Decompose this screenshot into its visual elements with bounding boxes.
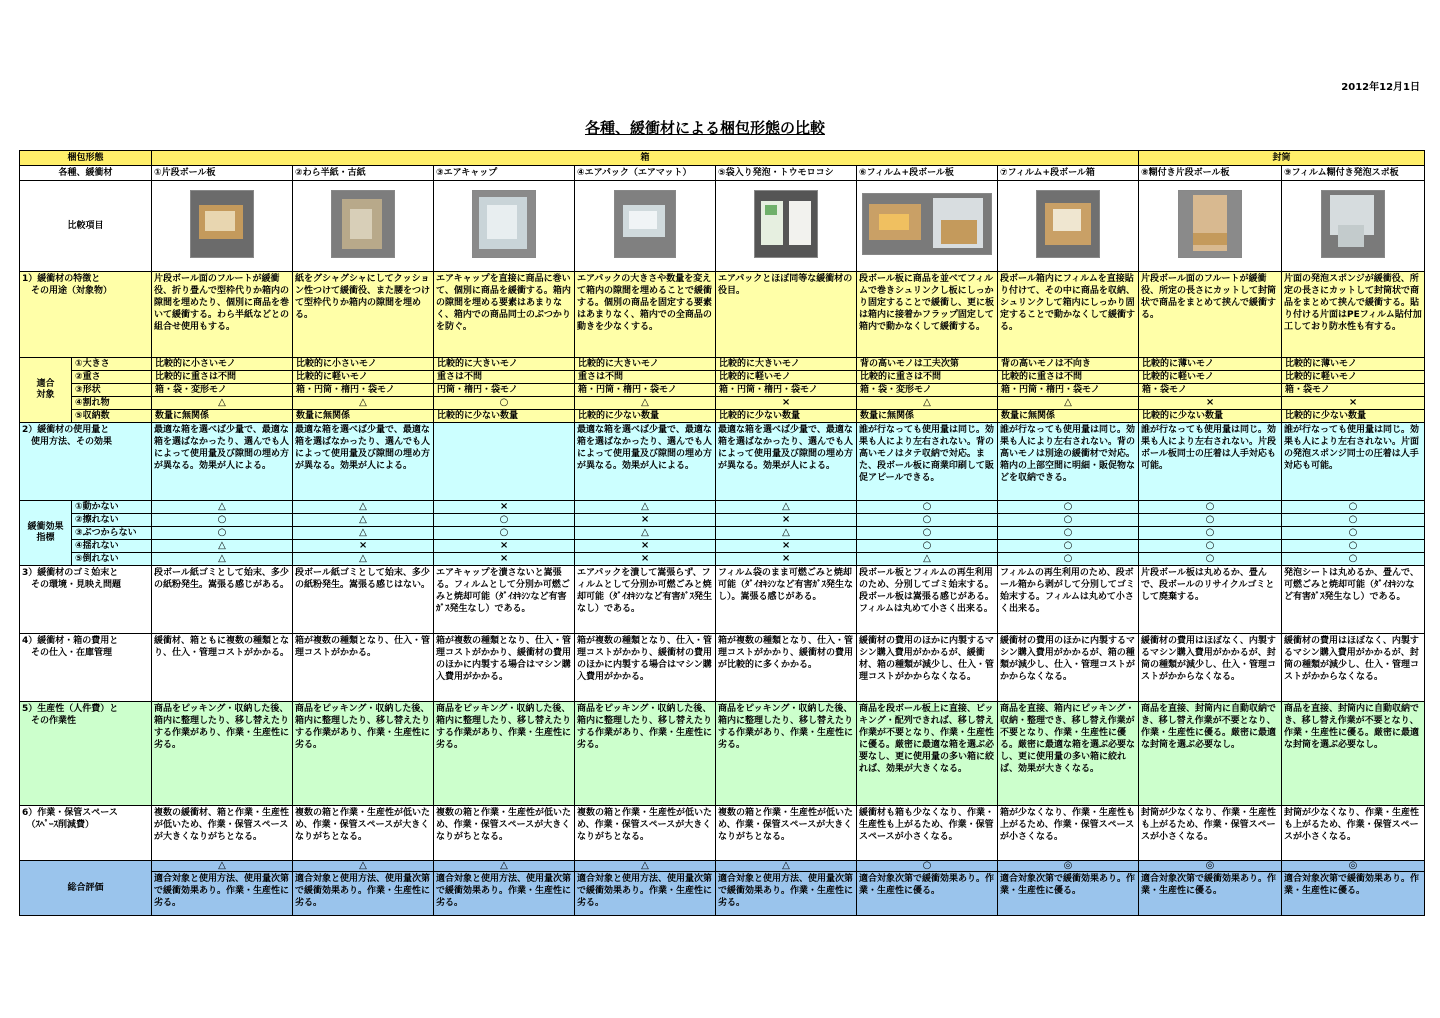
rating-mark: ○ — [998, 540, 1139, 553]
rating-mark: × — [434, 540, 575, 553]
sec1-cell: 段ボール箱内にフィルムを直接貼り付けて、その中に商品を収納、シュリンクして箱内にしっかり固定することで動かなくして緩衝する。 — [998, 272, 1139, 358]
rating-mark: ○ — [434, 397, 575, 410]
material-column-header: ③エアキャップ — [434, 166, 575, 181]
target-value: 数量に無関係 — [293, 410, 434, 423]
target-value: 箱・袋・変形モノ — [857, 384, 998, 397]
target-value: 箱・円筒・楕円・袋モノ — [716, 384, 857, 397]
target-value: 背の高いモノは不向き — [998, 358, 1139, 371]
table-row — [20, 527, 1425, 540]
sec6-cell: 封筒が少なくなり、作業・生産性も上がるため、作業・保管スペースが小さくなる。 — [1282, 806, 1425, 861]
target-value: 重さは不問 — [575, 371, 716, 384]
photo-cell — [857, 181, 998, 272]
rating-mark: ○ — [434, 527, 575, 540]
photo-cell — [998, 181, 1139, 272]
sec3-label: 3）緩衝材のゴミ始末と その環境・見映え問題 — [20, 566, 152, 634]
sec1-cell: 段ボール板に商品を並べてフィルムで巻きシュリンクし板にしっかり固定することで緩衝し、更に板は箱内に接着かフラップ固定して箱内で動かなくして緩衝する。 — [857, 272, 998, 358]
rating-mark: ○ — [998, 527, 1139, 540]
target-value: 数量に無関係 — [152, 410, 293, 423]
rating-mark: ○ — [998, 553, 1139, 566]
comparison-table — [19, 150, 1425, 916]
photo-cell — [575, 181, 716, 272]
table-row — [20, 634, 1425, 702]
photo-cell — [1139, 181, 1282, 272]
rating-mark: ○ — [1139, 540, 1282, 553]
rating-mark: ○ — [998, 514, 1139, 527]
rating-mark: △ — [293, 514, 434, 527]
sec1-cell: エアパックの大きさや数量を変えて箱内の隙間を埋めることで緩衝する。個別の商品を固定する要素はあまりなく、箱内での全商品の動きを少なくする。 — [575, 272, 716, 358]
overall-rating-mark: △ — [434, 861, 575, 872]
rating-mark: ○ — [1139, 501, 1282, 514]
sec2-cell: 最適な箱を選べば少量で、最適な箱を選ばなかったり、選んでも人によって使用量及び隙間の埋め方が異なる。効果が人による。 — [152, 423, 293, 501]
overall-rating-mark: △ — [575, 861, 716, 872]
crumpled-paper-photo — [331, 190, 395, 258]
rating-mark: ○ — [1282, 540, 1425, 553]
overall-rating-mark: ◎ — [1282, 861, 1425, 872]
sec6-cell: 複数の箱と作業・生産性が低いため、作業・保管スペースが大きくなりがちとなる。 — [716, 806, 857, 861]
rating-mark: ○ — [857, 514, 998, 527]
photo-cell — [1282, 181, 1425, 272]
sec1-cell: 片面の発泡スポンジが緩衝役、所定の長さにカットして封筒状で商品をまとめて挟んで緩衝する。貼り付ける片面はPEフィルム貼付加工しており防水性も有する。 — [1282, 272, 1425, 358]
target-value: 比較的に重さは不問 — [857, 371, 998, 384]
sec2-cell: 誰が行なっても使用量は同じ。効果も人により左右されない。片段ボール板同士の圧着は人手対応も可能。 — [1139, 423, 1282, 501]
target-group-label: 適合 対象 — [20, 358, 72, 423]
rating-mark: × — [575, 553, 716, 566]
sec1-cell: 片段ボール面のフルートが緩衝役、折り畳んで型枠代りか箱内の隙間を埋めたり、個別に商品を巻いて緩衝する。わら半紙などとの組合せ使用もする。 — [152, 272, 293, 358]
effect-row-label: ②擦れない — [72, 514, 152, 527]
overall-cell: 適合対象次第で緩衝効果あり。作業・生産性に優る。 — [1282, 872, 1425, 916]
rating-mark: × — [293, 540, 434, 553]
group-envelope-header: 封筒 — [1139, 151, 1425, 166]
rating-mark: × — [716, 514, 857, 527]
overall-cell: 適合対象次第で緩衝効果あり。作業・生産性に優る。 — [857, 872, 998, 916]
sec6-cell: 複数の箱と作業・生産性が低いため、作業・保管スペースが大きくなりがちとなる。 — [575, 806, 716, 861]
material-column-header: ②わら半紙・古紙 — [293, 166, 434, 181]
rating-mark: △ — [857, 553, 998, 566]
target-value: 比較的に大きいモノ — [716, 358, 857, 371]
sec4-cell: 緩衝材の費用のほかに内製するマシン購入費用がかかるが、緩衝材、箱の種類が減少し、仕入・管理コストがかからなくなる。 — [857, 634, 998, 702]
sec4-cell: 箱が複数の種類となり、仕入・管理コストがかかり、緩衝材の費用のほかに内製する場合はマシン購入費用がかかる。 — [434, 634, 575, 702]
target-value: 比較的に薄いモノ — [1282, 358, 1425, 371]
sec3-cell: 片段ボール板は丸めるか、畳んで、段ボールのリサイクルゴミとして廃棄する。 — [1139, 566, 1282, 634]
sec2-cell: 誰が行なっても使用量は同じ。効果も人により左右されない。背の高いモノはタテ収納で対応。また、段ボール板に商業印刷して販促アピールできる。 — [857, 423, 998, 501]
rating-mark: △ — [293, 501, 434, 514]
rating-mark: △ — [575, 397, 716, 410]
sec5-cell: 商品を段ボール板上に直接、ピッキング・配列できれば、移し替え作業が不要となり、作業・生産性に優る。厳密に最適な箱を選ぶ必要なし、更に使用量の多い箱に絞れば、効果が大きくなる。 — [857, 702, 998, 806]
rating-mark: △ — [293, 527, 434, 540]
sec5-cell: 商品を直接、封筒内に自動収納でき、移し替え作業が不要となり、作業・生産性に優る。厳密に最適な封筒を選ぶ必要なし。 — [1139, 702, 1282, 806]
rating-mark: ○ — [857, 501, 998, 514]
group-box-header: 箱 — [152, 151, 1139, 166]
sec5-cell: 商品をピッキング・収納した後、箱内に整理したり、移し替えたりする作業があり、作業・生産性に劣る。 — [293, 702, 434, 806]
sec3-cell: 段ボール紙ゴミとして始末、多少の紙粉発生。嵩張る感じはない。 — [293, 566, 434, 634]
table-row — [20, 272, 1425, 358]
overall-rating-mark: ◎ — [1139, 861, 1282, 872]
comparison-sheet — [19, 150, 1424, 916]
rating-mark: × — [716, 397, 857, 410]
sec4-cell: 箱が複数の種類となり、仕入・管理コストがかかり、緩衝材の費用が比較的に多くかかる。 — [716, 634, 857, 702]
target-value: 重さは不問 — [434, 371, 575, 384]
sec2-cell: 最適な箱を選べば少量で、最適な箱を選ばなかったり、選んでも人によって使用量及び隙間の埋め方が異なる。効果が人による。 — [293, 423, 434, 501]
rating-mark: △ — [716, 501, 857, 514]
material-column-header: ①片段ボール板 — [152, 166, 293, 181]
overall-cell: 適合対象と使用方法、使用量次第で緩衝効果あり。作業・生産性に劣る。 — [575, 872, 716, 916]
rating-mark: △ — [857, 397, 998, 410]
rating-mark: △ — [293, 553, 434, 566]
film-box-photo — [1036, 190, 1100, 258]
rating-mark: × — [1139, 397, 1282, 410]
film-board-photo — [862, 193, 992, 255]
rating-mark: △ — [998, 397, 1139, 410]
sec2-cell: 誰が行なっても使用量は同じ。効果も人により左右されない。片面の発泡スポンジ同士の圧着は人手対応も可能。 — [1282, 423, 1425, 501]
rating-mark: △ — [575, 501, 716, 514]
overall-rating-mark: △ — [716, 861, 857, 872]
bubble-wrap-photo — [472, 190, 536, 258]
rating-mark: ○ — [1139, 527, 1282, 540]
sec2-cell: 最適な箱を選べば少量で、最適な箱を選ばなかったり、選んでも人によって使用量及び隙間の埋め方が異なる。効果が人による。 — [575, 423, 716, 501]
rating-mark: △ — [575, 527, 716, 540]
sec6-cell: 複数の緩衝材、箱と作業・生産性が低いため、作業・保管スペースが大きくなりがちとなる。 — [152, 806, 293, 861]
target-value: 比較的に小さいモノ — [152, 358, 293, 371]
sec1-cell: エアキャップを直接に商品に巻いて、個別に商品を緩衝する。箱内の隙間を埋める要素はあまりなく、箱内での商品同士のぶつかりを防ぐ。 — [434, 272, 575, 358]
sec3-cell: エアパックを潰して嵩張らず、フィルムとして分別か可燃ごみと焼却可能（ﾀﾞｲｵｷｼﾝなど有害ｶﾞｽ発生なし）である。 — [575, 566, 716, 634]
overall-cell: 適合対象次第で緩衝効果あり。作業・生産性に優る。 — [998, 872, 1139, 916]
foam-envelope-photo — [1321, 190, 1385, 258]
rating-mark: × — [575, 540, 716, 553]
target-value: 比較的に重さは不問 — [998, 371, 1139, 384]
effect-row-label: ①動かない — [72, 501, 152, 514]
target-value: 比較的に重さは不問 — [152, 371, 293, 384]
table-row — [20, 397, 1425, 410]
table-row — [20, 806, 1425, 861]
sec1-cell: エアパックとほぼ同等な緩衝材の役目。 — [716, 272, 857, 358]
overall-rating-mark: △ — [152, 861, 293, 872]
material-column-header: ⑥フィルム+段ボール板 — [857, 166, 998, 181]
table-row — [20, 501, 1425, 514]
sec2-cell — [434, 423, 575, 501]
sec5-cell: 商品をピッキング・収納した後、箱内に整理したり、移し替えたりする作業があり、作業・生産性に劣る。 — [152, 702, 293, 806]
target-value: 比較的に軽いモノ — [1139, 371, 1282, 384]
target-value: 箱・袋モノ — [1282, 384, 1425, 397]
rating-mark: ○ — [1282, 553, 1425, 566]
overall-rating-mark: ◎ — [998, 861, 1139, 872]
sec3-cell: 段ボール板とフィルムの再生利用のため、分別してゴミ始末する。段ボール板は嵩張る感じがある。フィルムは丸めて小さく出来る。 — [857, 566, 998, 634]
sec1-cell: 紙をグシャグシャにしてクッション性つけて緩衝役、また腰をつけて型枠代りか箱内の隙間を埋める。 — [293, 272, 434, 358]
target-value: 比較的に大きいモノ — [575, 358, 716, 371]
corrugated-envelope-photo — [1178, 190, 1242, 258]
rating-mark: ○ — [1139, 514, 1282, 527]
sec6-cell: 封筒が少なくなり、作業・生産性も上がるため、作業・保管スペースが小さくなる。 — [1139, 806, 1282, 861]
document-title: 各種、緩衝材による梱包形態の比較 — [584, 119, 825, 137]
sec3-cell: フィルム袋のまま可燃ごみと焼却可能（ﾀﾞｲｵｷｼﾝなど有害ｶﾞｽ発生なし）。嵩張る感じがある。 — [716, 566, 857, 634]
rating-mark: △ — [716, 527, 857, 540]
table-row — [20, 553, 1425, 566]
sec6-cell: 箱が少なくなり、作業・生産性も上がるため、作業・保管スペースが小さくなる。 — [998, 806, 1139, 861]
target-value: 箱・円筒・楕円・袋モノ — [998, 384, 1139, 397]
target-value: 比較的に少ない数量 — [716, 410, 857, 423]
photo-cell — [716, 181, 857, 272]
rating-mark: △ — [152, 553, 293, 566]
sec1-cell: 片段ボール面のフルートが緩衝役、所定の長さにカットして封筒状で商品をまとめて挟んで緩衝する。 — [1139, 272, 1282, 358]
rating-mark: × — [716, 553, 857, 566]
table-row — [20, 702, 1425, 806]
target-value: 比較的に少ない数量 — [1282, 410, 1425, 423]
effect-row-label: ④揺れない — [72, 540, 152, 553]
overall-cell: 適合対象次第で緩衝効果あり。作業・生産性に優る。 — [1139, 872, 1282, 916]
cardboard-box-photo — [190, 190, 254, 258]
rating-mark: × — [434, 553, 575, 566]
effect-row-label: ③ぶつからない — [72, 527, 152, 540]
overall-cell: 適合対象と使用方法、使用量次第で緩衝効果あり。作業・生産性に劣る。 — [152, 872, 293, 916]
sec6-label: 6）作業・保管スペース （ｽﾍﾟｰｽ削減費） — [20, 806, 152, 861]
target-value: 比較的に少ない数量 — [434, 410, 575, 423]
packing-form-label: 梱包形態 — [20, 151, 152, 166]
table-row — [20, 181, 1425, 272]
material-column-header: ⑧糊付き片段ボール板 — [1139, 166, 1282, 181]
rating-mark: ○ — [1139, 553, 1282, 566]
sec5-cell: 商品を直接、箱内にピッキング・収納・整理でき、移し替え作業が不要となり、作業・生産性に優る。厳密に最適な箱を選ぶ必要なし、更に使用量の多い箱に絞れば、効果が大きくなる。 — [998, 702, 1139, 806]
target-row-label: ⑤収納数 — [72, 410, 152, 423]
sec4-cell: 緩衝材の費用のほかに内製するマシン購入費用がかかるが、箱の種類が減少し、仕入・管理コストがかからなくなる。 — [998, 634, 1139, 702]
table-row — [20, 540, 1425, 553]
rating-mark: ○ — [152, 514, 293, 527]
comparison-item-label: 比較項目 — [20, 181, 152, 272]
target-value: 比較的に小さいモノ — [293, 358, 434, 371]
target-value: 比較的に軽いモノ — [293, 371, 434, 384]
rating-mark: △ — [152, 540, 293, 553]
table-row — [20, 151, 1425, 166]
material-column-header: ⑦フィルム+段ボール箱 — [998, 166, 1139, 181]
rating-mark: ○ — [1282, 514, 1425, 527]
target-value: 箱・円筒・楕円・袋モノ — [293, 384, 434, 397]
target-value: 比較的に軽いモノ — [716, 371, 857, 384]
table-row — [20, 166, 1425, 181]
target-value: 比較的に軽いモノ — [1282, 371, 1425, 384]
rating-mark: △ — [152, 397, 293, 410]
sec2-cell: 最適な箱を選べば少量で、最適な箱を選ばなかったり、選んでも人によって使用量及び隙間の埋め方が異なる。効果が人による。 — [716, 423, 857, 501]
foam-peanuts-photo — [754, 190, 818, 258]
target-value: 円筒・楕円・袋モノ — [434, 384, 575, 397]
sec4-cell: 箱が複数の種類となり、仕入・管理コストがかかり、緩衝材の費用のほかに内製する場合はマシン購入費用がかかる。 — [575, 634, 716, 702]
rating-mark: △ — [152, 501, 293, 514]
rating-mark: × — [716, 540, 857, 553]
sec5-cell: 商品をピッキング・収納した後、箱内に整理したり、移し替えたりする作業があり、作業・生産性に劣る。 — [716, 702, 857, 806]
overall-rating-mark: △ — [293, 861, 434, 872]
sec4-label: 4）緩衝材・箱の費用と その仕入・在庫管理 — [20, 634, 152, 702]
target-row-label: ④割れ物 — [72, 397, 152, 410]
target-value: 数量に無関係 — [857, 410, 998, 423]
table-row — [20, 861, 1425, 872]
sec4-cell: 緩衝材の費用はほぼなく、内製するマシン購入費用がかかるが、封筒の種類が減少し、仕入・管理コストがかからなくなる。 — [1139, 634, 1282, 702]
target-value: 比較的に大きいモノ — [434, 358, 575, 371]
document-date: 2012年12月1日 — [1341, 82, 1420, 93]
target-row-label: ③形状 — [72, 384, 152, 397]
rating-mark: × — [434, 501, 575, 514]
sec6-cell: 複数の箱と作業・生産性が低いため、作業・保管スペースが大きくなりがちとなる。 — [293, 806, 434, 861]
sec6-cell: 複数の箱と作業・生産性が低いため、作業・保管スペースが大きくなりがちとなる。 — [434, 806, 575, 861]
sec4-cell: 箱が複数の種類となり、仕入・管理コストがかかる。 — [293, 634, 434, 702]
target-row-label: ②重さ — [72, 371, 152, 384]
photo-cell — [152, 181, 293, 272]
photo-cell — [434, 181, 575, 272]
sec5-cell: 商品をピッキング・収納した後、箱内に整理したり、移し替えたりする作業があり、作業・生産性に劣る。 — [575, 702, 716, 806]
rating-mark: ○ — [998, 501, 1139, 514]
sec3-cell: フィルムの再生利用のため、段ボール箱から剥がして分別してゴミ始末する。フィルムは丸めて小さく出来る。 — [998, 566, 1139, 634]
rating-mark: ○ — [1282, 501, 1425, 514]
sec3-cell: 段ボール紙ゴミとして始末、多少の紙粉発生。嵩張る感じがある。 — [152, 566, 293, 634]
overall-cell: 適合対象と使用方法、使用量次第で緩衝効果あり。作業・生産性に劣る。 — [716, 872, 857, 916]
target-value: 数量に無関係 — [998, 410, 1139, 423]
target-value: 背の高いモノは工夫次第 — [857, 358, 998, 371]
material-column-header: ④エアパック（エアマット） — [575, 166, 716, 181]
target-value: 箱・円筒・楕円・袋モノ — [575, 384, 716, 397]
table-row — [20, 514, 1425, 527]
sec5-label: 5）生産性（人件費）と その作業性 — [20, 702, 152, 806]
target-row-label: ①大きさ — [72, 358, 152, 371]
sec2-cell: 誰が行なっても使用量は同じ。効果も人により左右されない。背の高いモノは別途の緩衝材で対応。箱内の上部空間に明細・販促物などを収納できる。 — [998, 423, 1139, 501]
rating-mark: ○ — [1282, 527, 1425, 540]
table-row — [20, 423, 1425, 501]
rating-mark: × — [1282, 397, 1425, 410]
overall-rating-mark: ○ — [857, 861, 998, 872]
overall-label: 総合評価 — [20, 861, 152, 916]
table-row — [20, 358, 1425, 371]
rating-mark: △ — [293, 397, 434, 410]
sec3-cell: エアキャップを潰さないと嵩張る。フィルムとして分別か可燃ごみと焼却可能（ﾀﾞｲｵｷｼﾝなど有害ｶﾞｽ発生なし）である。 — [434, 566, 575, 634]
material-column-header: ⑨フィルム糊付き発泡スポ板 — [1282, 166, 1425, 181]
effect-group-label: 緩衝効果 指標 — [20, 501, 72, 566]
target-value: 比較的に薄いモノ — [1139, 358, 1282, 371]
sec3-cell: 発泡シートは丸めるか、畳んで、可燃ごみと焼却可能（ﾀﾞｲｵｷｼﾝなど有害ｶﾞｽ発生なし）である。 — [1282, 566, 1425, 634]
sec5-cell: 商品を直接、封筒内に自動収納でき、移し替え作業が不要となり、作業・生産性に優る。厳密に最適な封筒を選ぶ必要なし。 — [1282, 702, 1425, 806]
sec6-cell: 緩衝材も箱も少なくなり、作業・生産性も上がるため、作業・保管スペースが小さくなる。 — [857, 806, 998, 861]
target-value: 比較的に少ない数量 — [1139, 410, 1282, 423]
table-row — [20, 566, 1425, 634]
target-value: 箱・袋・変形モノ — [152, 384, 293, 397]
table-row — [20, 371, 1425, 384]
sec4-cell: 緩衝材の費用はほぼなく、内製するマシン購入費用がかかるが、封筒の種類が減少し、仕入・管理コストがかからなくなる。 — [1282, 634, 1425, 702]
rating-mark: ○ — [434, 514, 575, 527]
material-column-header: ⑤袋入り発泡・トウモロコシ — [716, 166, 857, 181]
sec2-label: 2）緩衝材の使用量と 使用方法、その効果 — [20, 423, 152, 501]
photo-cell — [293, 181, 434, 272]
air-pack-photo — [614, 190, 676, 258]
rating-mark: ○ — [857, 540, 998, 553]
rating-mark: ○ — [857, 527, 998, 540]
effect-row-label: ⑤倒れない — [72, 553, 152, 566]
rating-mark: × — [575, 514, 716, 527]
table-row — [20, 384, 1425, 397]
sec4-cell: 緩衝材、箱ともに複数の種類となり、仕入・管理コストがかかる。 — [152, 634, 293, 702]
target-value: 箱・袋モノ — [1139, 384, 1282, 397]
overall-cell: 適合対象と使用方法、使用量次第で緩衝効果あり。作業・生産性に劣る。 — [293, 872, 434, 916]
sec1-label: 1）緩衝材の特徴と その用途（対象物） — [20, 272, 152, 358]
target-value: 比較的に少ない数量 — [575, 410, 716, 423]
rating-mark: ○ — [152, 527, 293, 540]
table-row — [20, 872, 1425, 916]
overall-cell: 適合対象と使用方法、使用量次第で緩衝効果あり。作業・生産性に劣る。 — [434, 872, 575, 916]
table-row — [20, 410, 1425, 423]
material-type-label: 各種、緩衝材 — [20, 166, 152, 181]
sec5-cell: 商品をピッキング・収納した後、箱内に整理したり、移し替えたりする作業があり、作業・生産性に劣る。 — [434, 702, 575, 806]
